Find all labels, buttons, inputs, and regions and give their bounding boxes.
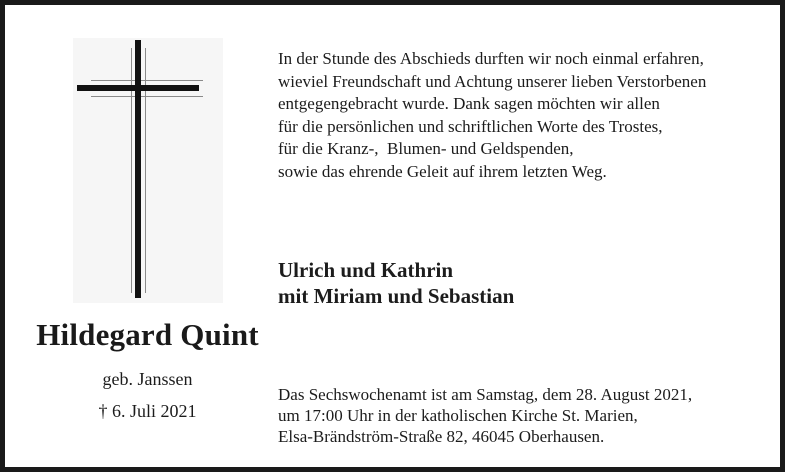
deceased-name: Hildegard Quint: [36, 317, 259, 352]
service-line: um 17:00 Uhr in der katholischen Kirche St. Marien,: [278, 406, 638, 425]
maiden-name: geb. Janssen: [102, 369, 193, 389]
death-date: † 6. Juli 2021: [98, 401, 197, 421]
thanks-line: wieviel Freundschaft und Achtung unserer lieben Verstorbenen: [278, 71, 707, 91]
service-info: [278, 384, 778, 447]
thanks-line: entgegengebracht wurde. Dank sagen möchten wir allen: [278, 94, 660, 113]
thanks-line: sowie das ehrende Geleit auf ihrem letzten Weg.: [278, 161, 607, 181]
thanks-line: In der Stunde des Abschieds durften wir noch einmal erfahren,: [278, 49, 704, 68]
service-line: Elsa-Brändström-Straße 82, 46045 Oberhausen.: [278, 427, 605, 446]
signers: [278, 257, 778, 309]
thanks-line: für die persönlichen und schriftlichen Worte des Trostes,: [278, 116, 663, 136]
cross-icon: [73, 38, 223, 303]
signer-line: mit Miriam und Sebastian: [278, 284, 515, 308]
thanks-line: für die Kranz-, Blumen- und Geldspenden,: [278, 139, 574, 158]
signer-line: Ulrich und Kathrin: [278, 258, 454, 282]
cross-panel: [73, 38, 223, 303]
thanks-text: [278, 48, 778, 183]
service-line: Das Sechswochenamt ist am Samstag, dem 28. August 2021,: [278, 385, 693, 404]
